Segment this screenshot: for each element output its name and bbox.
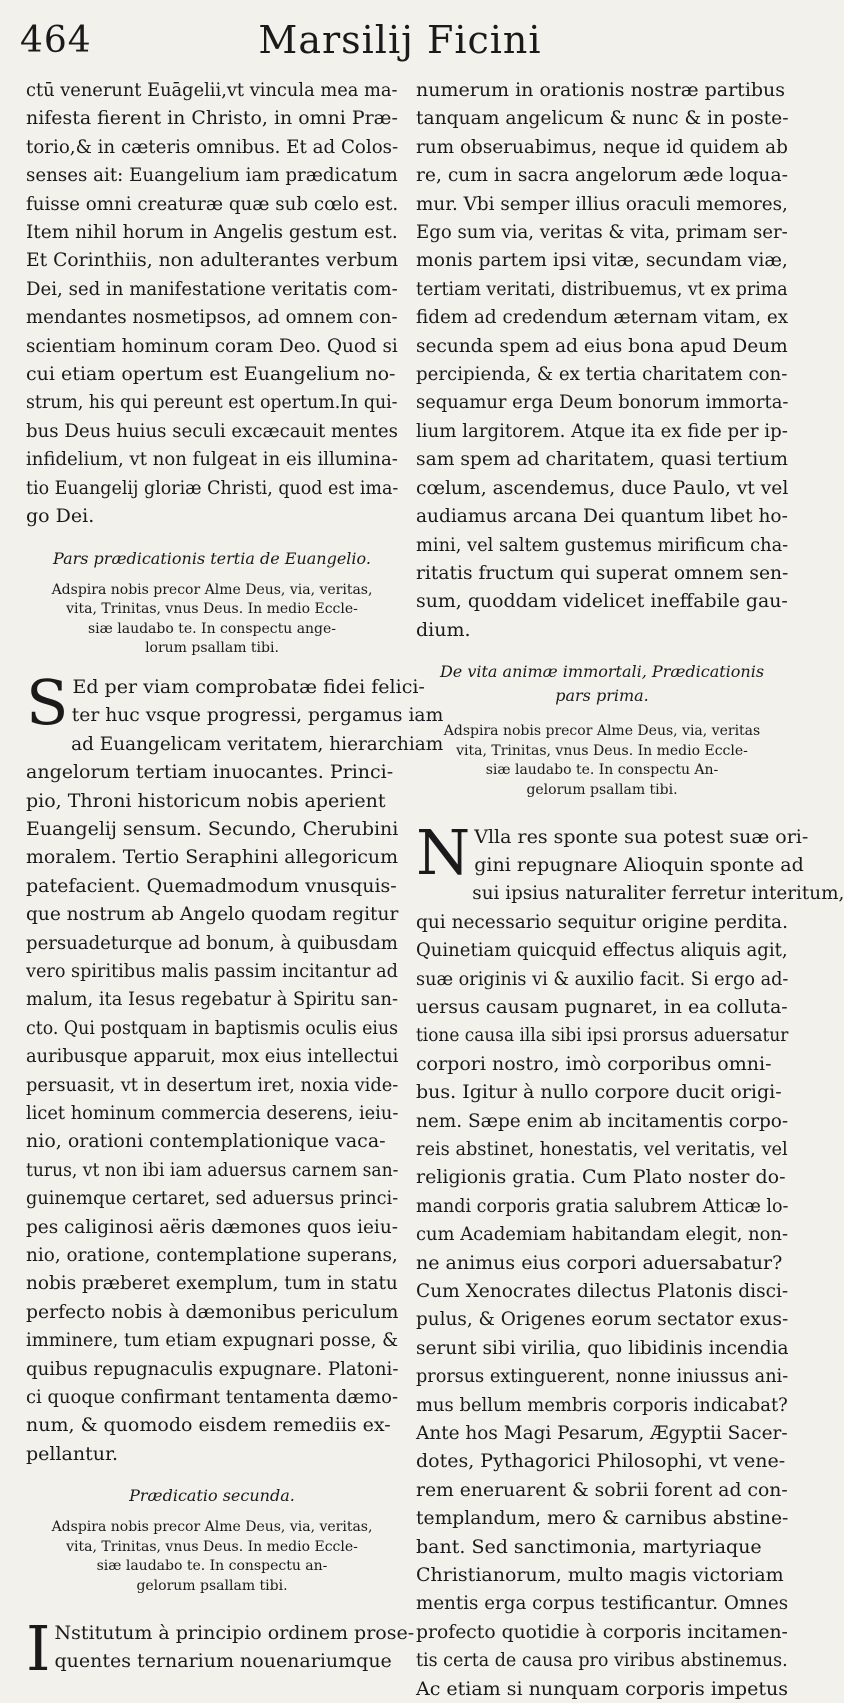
text-line: gini repugnare Alioquin sponte ad	[416, 851, 788, 879]
text-line: persuadeturque ad bonum, à quibusdam	[26, 929, 380, 957]
text-line: perfecto nobis à dæmonibus periculum	[26, 1298, 393, 1326]
text-line: percipienda, & ex tertia charitatem con-	[416, 360, 772, 388]
text-line: strum, his qui pereunt est opertum.In qui-	[26, 388, 366, 416]
text-line: lium largitorem. Atque ita ex fide per ip-	[416, 417, 771, 445]
text-line: mus bellum membris corporis indicabat?	[416, 1391, 767, 1419]
text-line: vita, Trinitas, vnus Deus. In medio Eccle-	[416, 742, 788, 762]
text-line: persuasit, vt in desertum iret, noxia vide-	[26, 1071, 374, 1099]
text-line: mur. Vbi semper illius oraculi memores,	[416, 190, 775, 218]
text-line: pellantur.	[26, 1440, 398, 1468]
right-top-paragraph	[416, 76, 788, 644]
text-line: bus Deus huius seculi excæcauit mentes	[26, 417, 381, 445]
text-line: bus. Igitur à nullo corpore ducit origi-	[416, 1078, 788, 1106]
text-line: reis abstinet, honestatis, vel veritatis, vel	[416, 1135, 764, 1163]
text-line: tio Euangelij gloriæ Christi, quod est ima-	[26, 474, 368, 502]
text-line: nem. Sæpe enim ab incitamentis corpo-	[416, 1107, 777, 1135]
left-paragraph-3-text	[26, 1619, 398, 1676]
text-line: mentis erga corpus testificantur. Omnes	[416, 1589, 773, 1617]
text-line: ci quoque confirmant tentamenta dæmo-	[26, 1383, 377, 1411]
text-line: suæ originis vi & auxilio facit. Si ergo ad-	[416, 965, 762, 993]
text-line: profecto quotidie à corporis incitamen-	[416, 1618, 783, 1646]
text-line: Dei, sed in manifestatione veritatis com-	[26, 275, 381, 303]
text-line: tis certa de causa pro viribus abstinemus.	[416, 1646, 759, 1674]
text-line: Euangelij sensum. Secundo, Cherubini	[26, 815, 397, 843]
text-line: serunt sibi virilia, quo libidinis incendia	[416, 1334, 778, 1362]
text-line: rum obseruabimus, neque id quidem ab	[416, 133, 776, 161]
text-line: torio,& in cæteris omnibus. Et ad Colos-	[26, 133, 383, 161]
page-number: 464	[20, 20, 92, 61]
text-line: dium.	[416, 616, 788, 644]
left-rubric-praedicatio-secunda: Prædicatio secunda.	[26, 1484, 398, 1508]
text-line: moralem. Tertio Seraphini allegoricum	[26, 843, 396, 871]
text-line: ctū venerunt Euāgelii,vt vincula mea ma-	[26, 76, 375, 104]
text-line: ter huc vsque progressi, pergamus iam	[26, 701, 392, 729]
text-line: malum, ita Iesus regebatur à Spiritu san-	[26, 985, 375, 1013]
text-line: sequamur erga Deum bonorum immorta-	[416, 388, 766, 416]
text-line: nio, oratione, contemplatione superans,	[26, 1241, 386, 1269]
text-line: re, cum in sacra angelorum æde loqua-	[416, 161, 781, 189]
text-line: infidelium, vt non fulgeat in eis illumina-	[26, 445, 380, 473]
text-line: ne animus eius corpori aduersabatur?	[416, 1249, 788, 1277]
text-line: cœlum, ascendemus, duce Paulo, vt vel	[416, 474, 782, 502]
text-line: guinemque certaret, sed aduersus princi-	[26, 1184, 373, 1212]
text-line: Adspira nobis precor Alme Deus, via, veritas,	[26, 581, 398, 601]
text-line: gelorum psallam tibi.	[26, 1577, 398, 1597]
right-column	[416, 76, 788, 1703]
text-line: licet hominum commercia deserens, ieiu-	[26, 1099, 375, 1127]
text-line: dotes, Pythagorici Philosophi, vt vene-	[416, 1447, 788, 1475]
page-header	[0, 12, 800, 72]
text-line: gelorum psallam tibi.	[416, 781, 788, 801]
text-line: turus, vt non ibi iam aduersus carnem san-	[26, 1156, 361, 1184]
text-line: Adspira nobis precor Alme Deus, via, veritas	[416, 722, 788, 742]
text-line: Christianorum, multo magis victoriam	[416, 1561, 788, 1589]
text-line: siæ laudabo te. In conspectu an-	[26, 1557, 398, 1577]
text-line: corpori nostro, imò corporibus omni-	[416, 1050, 788, 1078]
text-line: angelorum tertiam inuocantes. Princi-	[26, 758, 398, 786]
left-top-paragraph	[26, 76, 398, 531]
text-line: senses ait: Euangelium iam prædicatum	[26, 161, 383, 189]
drop-cap-s: S	[26, 673, 68, 731]
text-line: tertiam veritati, distribuemus, vt ex prima	[416, 275, 756, 303]
text-line: monis partem ipsi vitæ, secundam viæ,	[416, 246, 782, 274]
left-paragraph-2	[26, 673, 398, 1468]
right-prayer	[416, 722, 788, 800]
text-line: religionis gratia. Cum Plato noster do-	[416, 1163, 788, 1191]
text-line: nobis præberet exemplum, tum in statu	[26, 1269, 387, 1297]
running-title: Marsilij Ficini	[0, 18, 800, 62]
text-line: secunda spem ad eius bona apud Deum	[416, 332, 778, 360]
left-paragraph-2-text	[26, 673, 398, 1468]
text-line: qui necessario sequitur origine perdita.	[416, 908, 778, 936]
text-line: bant. Sed sanctimonia, martyriaque	[416, 1533, 788, 1561]
text-line: Et Corinthiis, non adulterantes verbum	[26, 246, 392, 274]
text-line: lorum psallam tibi.	[26, 639, 398, 659]
text-line: prorsus extinguerent, nonne iniussus ani-	[416, 1362, 761, 1390]
text-line: Cum Xenocrates dilectus Platonis disci-	[416, 1277, 779, 1305]
right-paragraph-2-text	[416, 823, 788, 1703]
text-line: vita, Trinitas, vnus Deus. In medio Eccle-	[26, 600, 398, 620]
text-line: sui ipsius naturaliter ferretur interitum,	[416, 879, 775, 907]
text-line: tanquam angelicum & nunc & in poste-	[416, 104, 781, 132]
text-line: sam spem ad charitatem, quasi tertium	[416, 445, 781, 473]
text-line: scientiam hominum coram Deo. Quod si	[26, 332, 385, 360]
text-line: fuisse omni creaturæ quæ sub cœlo est.	[26, 190, 383, 218]
text-line: ad Euangelicam veritatem, hierarchiam	[26, 730, 387, 758]
drop-cap-i: I	[26, 1619, 51, 1677]
text-line: numerum in orationis nostræ partibus	[416, 76, 788, 104]
text-line: Ed per viam comprobatæ fidei felici-	[26, 673, 398, 701]
text-line: mendantes nosmetipsos, ad omnem con-	[26, 303, 380, 331]
text-line: Nstitutum à principio ordinem prose-	[26, 1619, 398, 1647]
left-prayer-2	[26, 1518, 398, 1596]
text-line: quentes ternarium nouenariumque	[26, 1647, 398, 1675]
text-line: vita, Trinitas, vnus Deus. In medio Eccle-	[26, 1538, 398, 1558]
text-line: nifesta fierent in Christo, in omni Præ-	[26, 104, 397, 132]
text-line: rem eneruarent & sobrii forent ad con-	[416, 1476, 783, 1504]
text-line: cto. Qui postquam in baptismis oculis eius	[26, 1014, 366, 1042]
left-column	[26, 76, 398, 1677]
text-line: pio, Throni historicum nobis aperient	[26, 787, 398, 815]
text-line: tione causa illa sibi ipsi prorsus aduersatur	[416, 1021, 748, 1049]
text-line: Adspira nobis precor Alme Deus, via, veritas,	[26, 1518, 398, 1538]
text-line: ritatis fructum qui superat omnem sen-	[416, 559, 781, 587]
right-paragraph-2	[416, 823, 788, 1703]
text-line: templandum, mero & carnibus abstine-	[416, 1504, 782, 1532]
text-line: De vita animæ immortali, Prædicationis	[416, 660, 788, 684]
text-line: mini, vel saltem gustemus mirificum cha-	[416, 531, 765, 559]
text-line: siæ laudabo te. In conspectu An-	[416, 761, 788, 781]
drop-cap-n: N	[416, 823, 470, 881]
text-line: Vlla res sponte sua potest suæ ori-	[416, 823, 788, 851]
text-line: Item nihil horum in Angelis gestum est.	[26, 218, 388, 246]
text-line: Ac etiam si nunquam corporis impetus	[416, 1675, 788, 1703]
text-line: imminere, tum etiam expugnari posse, &	[26, 1326, 376, 1354]
text-line: siæ laudabo te. In conspectu ange-	[26, 620, 398, 640]
text-line: pulus, & Origenes eorum sectator exus-	[416, 1305, 776, 1333]
text-line: auribusque apparuit, mox eius intellectui	[26, 1042, 375, 1070]
text-line: vero spiritibus malis passim incitantur ad	[26, 957, 371, 985]
right-rubric-de-vita-animae	[416, 660, 788, 708]
text-line: cui etiam opertum est Euangelium no-	[26, 360, 398, 388]
text-line: uersus causam pugnaret, in ea colluta-	[416, 993, 785, 1021]
text-line: Quinetiam quicquid effectus aliquis agit,	[416, 936, 769, 964]
text-line: pes caliginosi aëris dæmones quos ieiu-	[26, 1213, 387, 1241]
text-line: pars prima.	[416, 684, 788, 708]
text-line: mandi corporis gratia salubrem Atticæ lo-	[416, 1192, 759, 1220]
text-line: nio, orationi contemplationique vaca-	[26, 1127, 398, 1155]
left-rubric-pars-tertia: Pars prædicationis tertia de Euangelio.	[26, 547, 398, 571]
text-line: cum Academiam habitandam elegit, non-	[416, 1220, 766, 1248]
text-line: patefacient. Quemadmodum vnusquis-	[26, 872, 398, 900]
text-line: quibus repugnaculis expugnare. Platoni-	[26, 1355, 381, 1383]
left-paragraph-3	[26, 1619, 398, 1676]
text-line: audiamus arcana Dei quantum libet ho-	[416, 502, 779, 530]
text-line: Ego sum via, veritas & vita, primam ser-	[416, 218, 771, 246]
text-line: que nostrum ab Angelo quodam regitur	[26, 900, 389, 928]
text-line: Ante hos Magi Pesarum, Ægyptii Sacer-	[416, 1419, 777, 1447]
text-line: fidem ad credendum æternam vitam, ex	[416, 303, 775, 331]
text-line: go Dei.	[26, 502, 398, 530]
text-line: sum, quoddam videlicet ineffabile gau-	[416, 587, 786, 615]
left-prayer-1	[26, 581, 398, 659]
text-line: num, & quomodo eisdem remediis ex-	[26, 1411, 398, 1439]
